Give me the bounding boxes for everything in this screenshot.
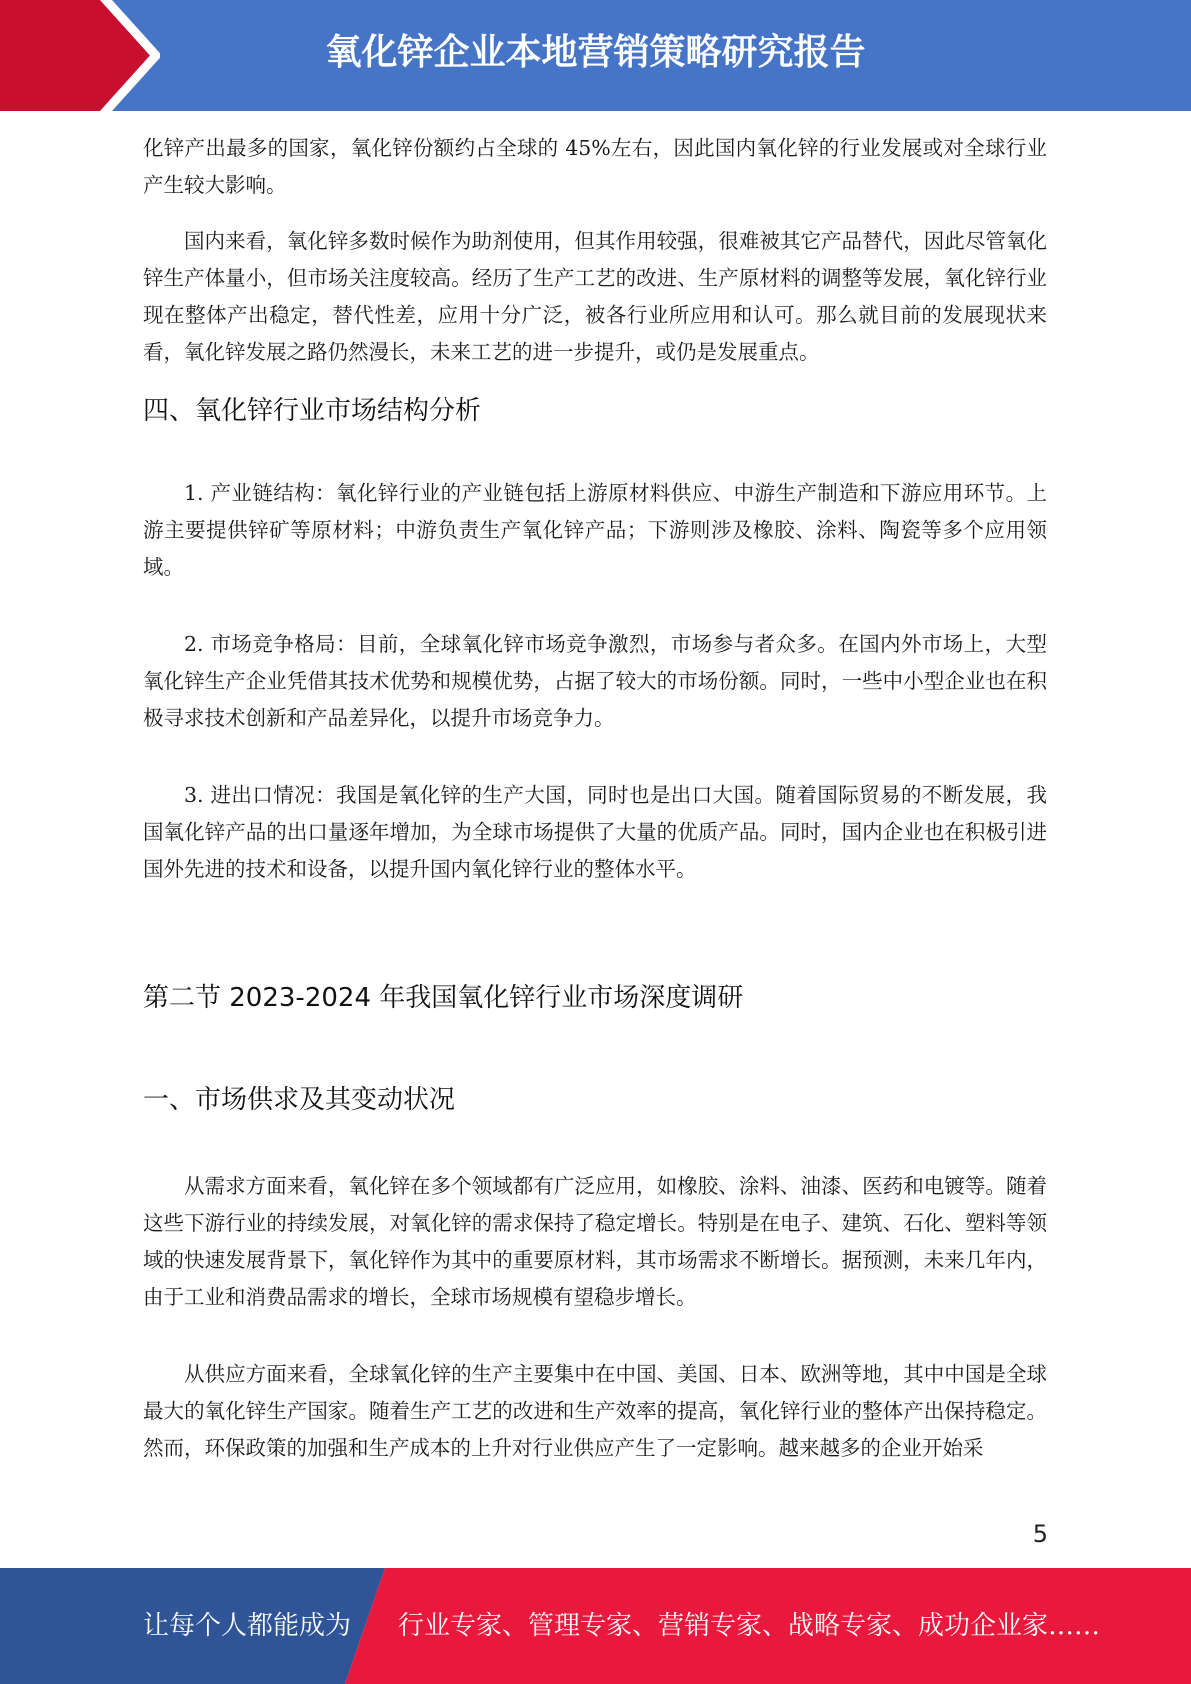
paragraph-supply: 从供应方面来看，全球氧化锌的生产主要集中在中国、美国、日本、欧洲等地，其中中国是全球最大的氧化锌生产国家。随着生产工艺的改进和生产效率的提高，氧化锌行业的整体产出保持稳定。然而，环保政策的加强和生产成本的上升对行业供应产生了一定影响。越来越多的企业开始采: [143, 1362, 1047, 1460]
report-title: 氧化锌企业本地营销策略研究报告: [325, 32, 866, 73]
list-item-industry-chain: 1. 产业链结构：氧化锌行业的产业链包括上游原材料供应、中游生产制造和下游应用环节。上游主要提供锌矿等原材料；中游负责生产氧化锌产品；下游则涉及橡胶、涂料、陶瓷等多个应用领域。: [143, 481, 1047, 579]
paragraph-domestic: 国内来看，氧化锌多数时候作为助剂使用，但其作用较强，很难被其它产品替代，因此尽管氧化锌生产体量小，但市场关注度较高。经历了生产工艺的改进、生产原材料的调整等发展，氧化锌行业现在整体产出稳定，替代性差，应用十分广泛，被各行业所应用和认可。那么就目前的发展现状来看，氧化锌发展之路仍然漫长，未来工艺的进一步提升，或仍是发展重点。: [143, 229, 1047, 364]
list-item-import-export: 3. 进出口情况：我国是氧化锌的生产大国，同时也是出口大国。随着国际贸易的不断发展，我国氧化锌产品的出口量逐年增加，为全球市场提供了大量的优质产品。同时，国内企业也在积极引进国外先进的技术和设备，以提升国内氧化锌行业的整体水平。: [143, 783, 1047, 881]
section-heading-supply-demand: 一、市场供求及其变动状况: [143, 1085, 456, 1115]
paragraph-continued: 化锌产出最多的国家，氧化锌份额约占全球的 45%左右，因此国内氧化锌的行业发展或对全球行业产生较大影响。: [143, 136, 1047, 197]
paragraph-demand: 从需求方面来看，氧化锌在多个领域都有广泛应用，如橡胶、涂料、油漆、医药和电镀等。随着这些下游行业的持续发展，对氧化锌的需求保持了稳定增长。特别是在电子、建筑、石化、塑料等领域的快速发展背景下，氧化锌作为其中的重要原材料，其市场需求不断增长。据预测，未来几年内，由于工业和消费品需求的增长，全球市场规模有望稳步增长。: [143, 1174, 1047, 1309]
header-banner: [0, 0, 1191, 111]
footer-banner: [0, 1568, 1191, 1684]
document-body: [143, 130, 1047, 1467]
chapter-heading: 第二节 2023-2024 年我国氧化锌行业市场深度调研: [143, 983, 744, 1013]
footer-slogan-right: 行业专家、管理专家、营销专家、战略专家、成功企业家……: [398, 1611, 1101, 1641]
page-number: 5: [1032, 1520, 1048, 1548]
list-item-competition: 2. 市场竞争格局：目前，全球氧化锌市场竞争激烈，市场参与者众多。在国内外市场上，大型氧化锌生产企业凭借其技术优势和规模优势，占据了较大的市场份额。同时，一些中小型企业也在积极寻求技术创新和产品差异化，以提升市场竞争力。: [143, 632, 1047, 730]
footer-slogan-left: 让每个人都能成为: [143, 1611, 352, 1641]
section-heading-market-structure: 四、氧化锌行业市场结构分析: [143, 396, 482, 426]
